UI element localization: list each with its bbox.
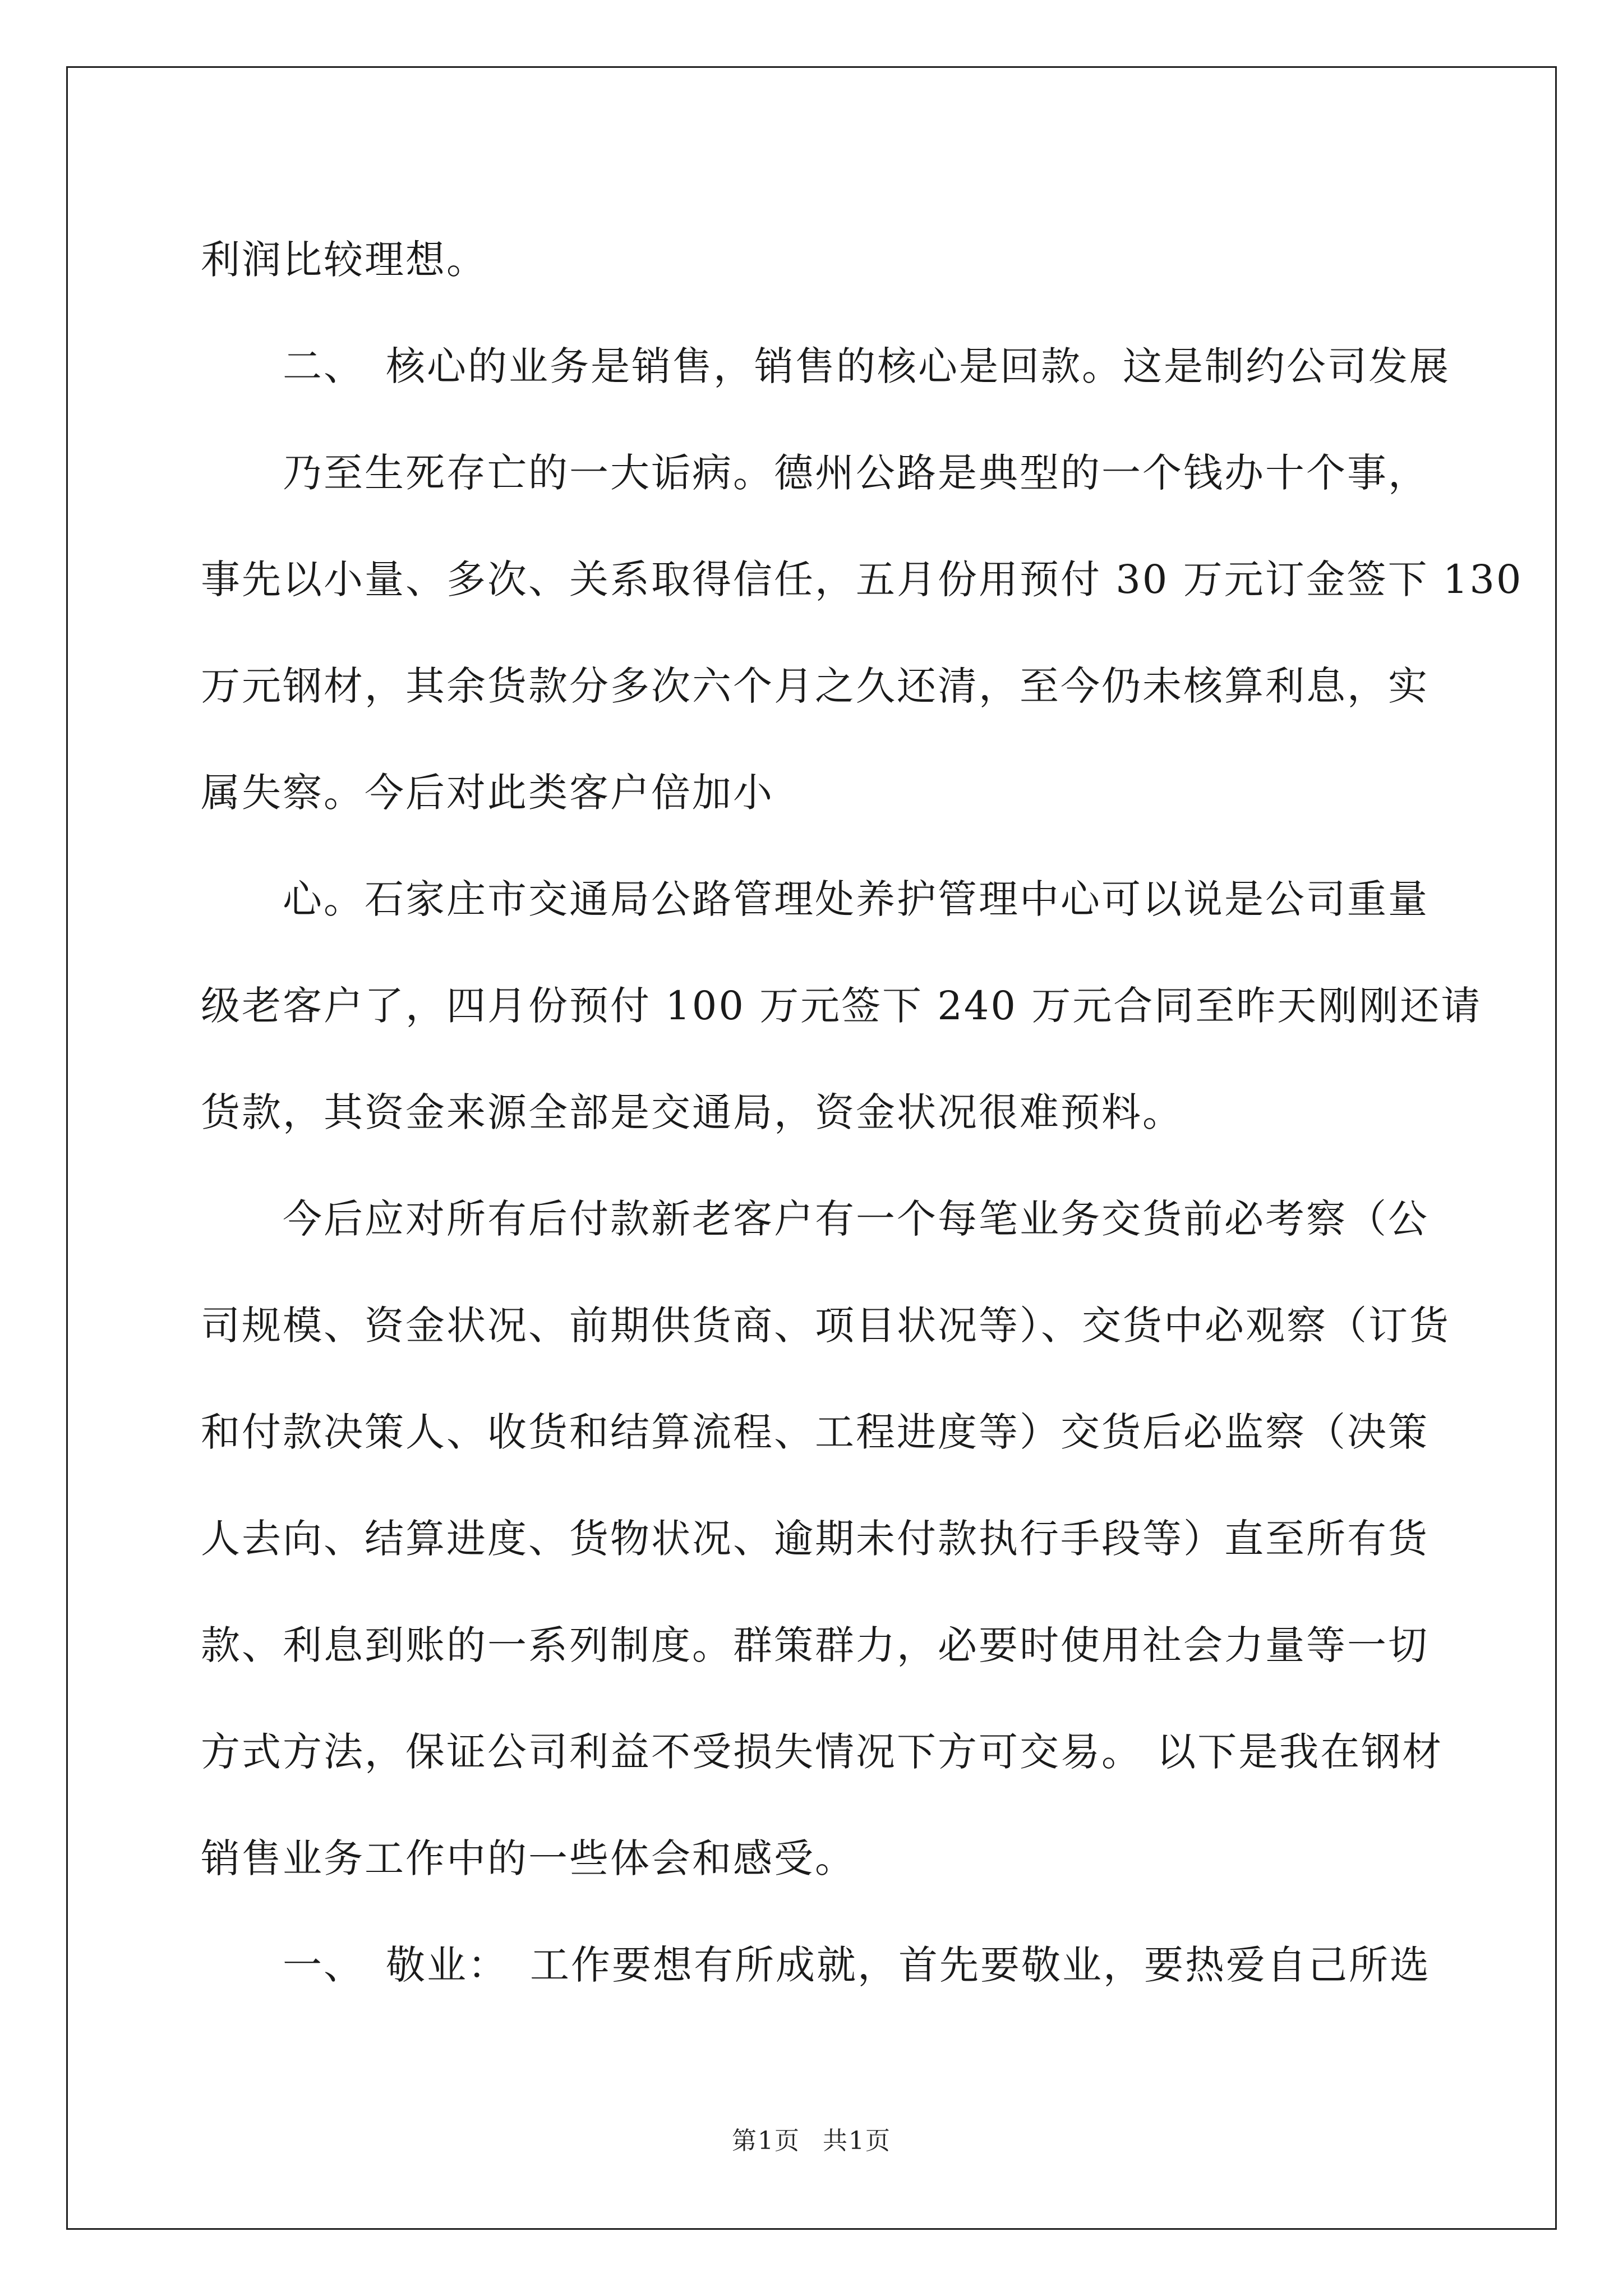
text-line: 货款，其资金来源全部是交通局，资金状况很难预料。	[201, 1089, 1183, 1135]
text-line: 人去向、结算进度、货物状况、逾期未付款执行手段等）直至所有货	[201, 1516, 1429, 1562]
text-line: 二、 核心的业务是销售，销售的核心是回款。这是制约公司发展	[201, 343, 1450, 389]
text-line: 心。石家庄市交通局公路管理处养护管理中心可以说是公司重量	[201, 876, 1429, 922]
text-line: 方式方法，保证公司利益不受损失情况下方可交易。 以下是我在钢材	[201, 1729, 1444, 1775]
text-line: 销售业务工作中的一些体会和感受。	[201, 1835, 856, 1881]
text-line: 款、利息到账的一系列制度。群策群力，必要时使用社会力量等一切	[201, 1622, 1429, 1668]
text-line: 乃至生死存亡的一大诟病。德州公路是典型的一个钱办十个事，	[201, 450, 1429, 496]
text-line: 事先以小量、多次、关系取得信任，五月份用预付 30 万元订金签下 130	[201, 556, 1523, 602]
document-body	[201, 206, 1523, 2018]
text-line: 属失察。今后对此类客户倍加小	[201, 770, 774, 816]
text-line: 利润比较理想。	[201, 237, 487, 283]
text-line: 一、 敬业： 工作要想有所成就，首先要敬业，要热爱自己所选	[201, 1942, 1431, 1988]
text-line: 万元钢材，其余货款分多次六个月之久还清，至今仍未核算利息，实	[201, 663, 1429, 709]
page-footer	[0, 2120, 1623, 2156]
text-line: 和付款决策人、收货和结算流程、工程进度等）交货后必监察（决策	[201, 1409, 1429, 1455]
text-line: 今后应对所有后付款新老客户有一个每笔业务交货前必考察（公	[201, 1196, 1429, 1242]
text-line: 司规模、资金状况、前期供货商、项目状况等）、交货中必观察（订货	[201, 1303, 1450, 1349]
page-number: 第1页	[732, 2127, 800, 2155]
page-total: 共1页	[823, 2127, 891, 2155]
text-line: 级老客户了，四月份预付 100 万元签下 240 万元合同至昨天刚刚还请	[201, 983, 1482, 1029]
